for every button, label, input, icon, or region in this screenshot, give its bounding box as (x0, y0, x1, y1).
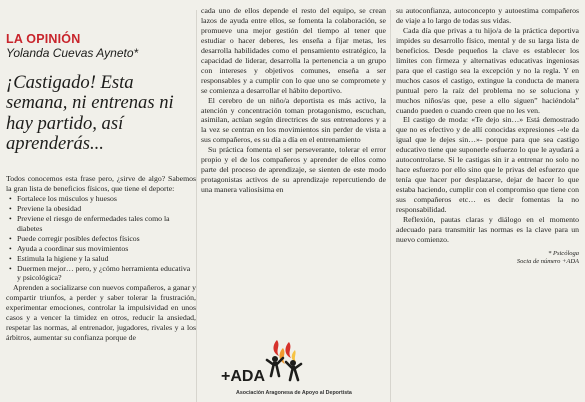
footnote (396, 250, 579, 266)
column-divider-left (196, 10, 197, 402)
body-paragraph: Reflexión, pautas claras y diálogo en el momento adecuado para transmitir las normas es la clave para un nuevo comienzo. (396, 215, 579, 244)
body-paragraph: Aprenden a socializarse con nuevos compañeros, a ganar y compartir triunfos, a perder y saber tolerar la frustración, experimentar emociones, controlar la impulsividad en unos casos y a vencer la timidez en otros, reducir la ansiedad, respetar las normas, al entrenador, jugadores, rivales y a los árbitros, aumentar su confianza porque de (6, 283, 196, 343)
body-paragraph: cada uno de ellos depende el resto del equipo, se crean lazos de ayuda entre ellos, se fomenta la colaboración, se promueve una mejor gestión del tiempo al tener que estudiar o hacer deberes, les enseña a fijar metas, les desarrolla habilidades como el pensamiento estratégico, la capacidad de liderar, desarrolla la pertenencia a un grupo con intereses y objetivos comunes, enseña a ser responsables y a cumplir con lo que uno se compromete y se comienza a desarrollar el hábito deportivo. (201, 6, 386, 95)
footnote-membership: Socia de número +ADA (516, 257, 579, 265)
author-name: Yolanda Cuevas Ayneto* (6, 45, 139, 60)
logo-subtitle: Asociación Aragonesa de Apoyo al Deportista (236, 390, 352, 396)
body-paragraph: El cerebro de un niño/a deportista es más activo, la atención y concentración toman protagonismo, escuchan, asimilan, actúan según directrices de sus entrenadores y a la vez se centran en los movimientos sin perder de vista a sus compañeros, es su día a día en el entrenamiento (201, 95, 386, 145)
section-label: LA OPINIÓN (6, 32, 81, 46)
column-2 (201, 6, 386, 195)
ada-logo (200, 340, 386, 402)
benefits-list (6, 194, 196, 284)
list-item: • Estimula la higiene y la salud (9, 254, 196, 264)
body-paragraph: Su práctica fomenta el ser perseverante, tolerar el error propio y el de los compañeros y aprender de ellos como parte del proceso de aprendizaje, se sienten de este modo protagonistas activos de su aprendizaje repercutiendo de una manera valiosísima en (201, 145, 386, 195)
footnote-role: * Psicóloga (548, 249, 579, 257)
intro-paragraph: Todos conocemos esta frase pero, ¿sirve de algo? Sabemos la gran lista de beneficios físicos, que tiene el deporte: (6, 173, 196, 193)
column-divider-right (390, 10, 391, 402)
list-item: • Previene la obesidad (9, 204, 196, 214)
column-3 (396, 6, 579, 266)
list-item: • Ayuda a coordinar sus movimientos (9, 244, 196, 254)
body-paragraph: Cada día que privas a tu hijo/a de la práctica deportiva impides su desarrollo físico, mental y de su larga lista de beneficios. Desde pequeños la clave es establecer los límites con firmeza y alternativas educativas ingeniosas para que el castigo sea la excepción y no la regla. Y en muchos casos el castigo, extingue la conducta de manera puntual pero la raíz del problema no se soluciona y muchos niños/as que, pese a ello siguen” haciéndola” cuando pueden o cuando creen que no les ven. (396, 25, 579, 115)
column-1 (6, 0, 196, 343)
body-paragraph: El castigo de moda: «Te dejo sin…» Está demostrado que no es efectivo y de allí conocidas expresiones -«le da igual que le dejes sin…»- porque para que sea castigo educativo tiene que suponerle esfuerzo lo que le ayudará a autocontrolarse. Si le castigas sin ir a entrenar no solo no hace esfuerzo por ello sino que le privas del esfuerzo que tenía que hacer por desplazarse, dejar de hacer lo que estaba haciendo, cumplir con el compromiso que tiene con sus compañeros etc… es decir fomentas la no responsabilidad. (396, 115, 579, 215)
list-item: • Puede corregir posibles defectos físicos (9, 234, 196, 244)
headline: ¡Castigado! Esta semana, ni entrenas ni hay partido, así aprenderás... (6, 71, 174, 155)
list-item: • Fortalece los músculos y huesos (9, 194, 196, 204)
logo-text: +ADA (221, 368, 266, 385)
body-paragraph: su autoconfianza, autoconcepto y autoestima compañeros de viaje a lo largo de todas sus vidas. (396, 6, 579, 25)
list-item: • Duermen mejor… pero, y ¿cómo herramienta educativa y psicológica? (9, 264, 196, 284)
list-item: • Previene el riesgo de enfermedades tales como la diabetes (9, 214, 196, 234)
